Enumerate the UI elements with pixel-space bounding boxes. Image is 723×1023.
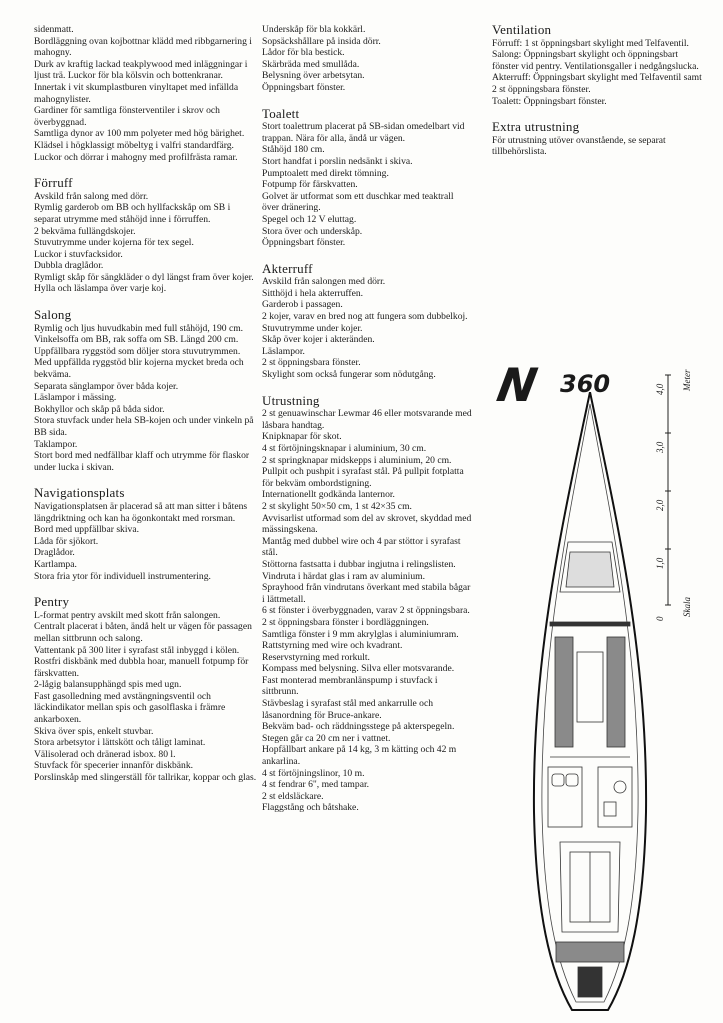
logo-letter: N <box>493 358 540 412</box>
akterruff-heading: Akterruff <box>262 260 313 276</box>
scale-ruler <box>660 365 700 625</box>
navigationsplats-heading: Navigationsplats <box>34 485 125 501</box>
scale-tick-0: 0 <box>655 616 665 621</box>
scale-tick-3: 3,0 <box>655 441 665 453</box>
cockpit <box>560 842 620 932</box>
scale-tick-4: 4,0 <box>655 383 665 395</box>
extra-utrustning-heading: Extra utrustning <box>492 119 580 135</box>
column-1 <box>34 24 258 784</box>
column-3 <box>492 24 702 158</box>
salon <box>550 622 630 757</box>
pentry-heading: Pentry <box>34 594 70 610</box>
scale-tick-1: 1,0 <box>655 557 665 569</box>
deck-plan-drawing <box>530 392 650 1012</box>
forruff-heading: Förruff <box>34 175 73 191</box>
navigationsplats-text: Navigationsplatsen är placerad så att man sitter i båtens längdriktning och kan ha ögonkontakt med rorsman. Bord med uppfällbar skiva. Låda för sjökort. Draglådor. Kartlampa. Stora fria ytor för individuell instrumentering. <box>34 500 248 582</box>
utrustning-text: 2 st genuawinschar Lewmar 46 eller motsvarande med låsbara handtag. Knipknapar för skot. 4 st förtöjningsknapar i aluminium, 30 cm. 2 st springknapar midskepps i aluminium, 20 cm. Pullpit och pushpit i syrafast stål. På pullpit fotplatta för bekväm ombordstigning. Internationellt godkända lanternor. 2 st skylight 50×50 cm, 1 st 42×35 cm. Avvisarlist utformad som del av skrovet, skyddad med mässingskena. Mantåg med dubbel wire och 4 par stöttor i syrafast stål. Stöttorna fastsatta i dubbar ingjutna i relingslisten. Vindruta i härdat glas i ram av aluminium. Sprayhood från vindrutans överkant med stabila bågar i lättmetall. 6 st fönster i överbyggnaden, varav 2 st öppningsbara. 2 st öppningsbara fönster i bordläggningen. Samtliga fönster i 9 mm akrylglas i aluminiumram. Rattstyrning med wire och kvadrant. Reservstyrning med rorkult. Kompass med belysning. Silva eller motsvarande. Fast monterad membranlänspump i stuvfack i sittbrunn. Stävbeslag i syrafast stål med ankarrulle och låsanordning för Bruce-ankare. Bekväm bad- och räddningsstege på akterspegeln. Stegen går ca 20 cm ner i vattnet. Hopfällbart ankare på 14 kg, 3 m kätting och 42 m ankarlina. 4 st förtöjningslinor, 10 m. 4 st fendrar 6", med tampar. 2 st eldsläckare. Flaggstång och båtshake. <box>262 408 472 814</box>
ventilation-text: Förruff: 1 st öppningsbart skylight med Telfaventil. Salong: Öppningsbart skylight och öppningsbart fönster vid pentry. Ventilationsgaller i nedgångslucka. Akterruff: Öppningsbart skylight med Telfaventil samt 2 st öppningsbara fönster. Toalett: Öppningsbart fönster. <box>492 37 702 107</box>
scale-unit: Meter <box>682 369 692 391</box>
scale-label: Skala <box>682 597 692 617</box>
salong-text: Rymlig och ljus huvudkabin med full ståhöjd, 190 cm. Vinkelsoffa om BB, rak soffa om SB. Längd 200 cm. Uppfällbara ryggstöd som döljer stora stuvutrymmen. Med uppfällda ryggstöd blir kojerna mycket breda och bekväma. Separata sänglampor över båda kojer. Läslampor i mässing. Bokhyllor och skåp på båda sidor. Stora stuvfack under hela SB-kojen och under vinkeln på BB sida. Taklampor. Stort bord med nedfällbar klaff och utrymme för flaskor under lucka i skivan. <box>34 322 254 473</box>
forward-cabin <box>560 542 620 592</box>
toalett-heading: Toalett <box>262 105 300 121</box>
utrustning-heading: Utrustning <box>262 392 320 408</box>
forruff-text: Avskild från salong med dörr. Rymlig garderob om BB och hyllfackskåp om SB i separat utrymme med ståhöjd inne i förruffen. 2 bekväma fullängdskojer. Stuvutrymme under kojerna för tex segel. Luckor i stuvfacksidor. Dubbla draglådor. Rymligt skåp för sängkläder o dyl längst fram över kojer. Hylla och läslampa över varje koj. <box>34 190 254 295</box>
pentry-text: L-format pentry avskilt med skott från salongen. Centralt placerat i båten, ändå helt ur vägen för passagen mellan sittbrunn och salong. Vattentank på 300 liter i syrafast stål inbyggd i kölen. Rostfri diskbänk med dubbla hoar, manuell fotpump för färskvatten. 2-lågig balansupphängd spis med ugn. Fast gasolledning med avstängningsventil och läckindikator mellan spis och gasolflaska i främre ankarboxen. Skiva över spis, enkelt stuvbar. Stora arbetsytor i lättskött och tåligt laminat. Välisolerad och dränerad isbox. 80 l. Stuvfack för specerier innanför diskbänk. Porslinskåp med slingerställ för tallrikar, koppar och glas. <box>34 609 257 784</box>
intro-text: sidenmatt. Bordläggning ovan kojbottnar klädd med ribbgarnering i mahogny. Durk av kraftig lackad teakplywood med inläggningar i ljust trä. Luckor för bla kölsvin och bottenkranar. Innertak i vit skumplastburen vinyltapet med infällda mahognylister. Gardiner för samtliga fönsterventiler i skrov och överbyggnad. Samtliga dynor av 100 mm polyeter med hög bärighet. Klädsel i högklassigt möbeltyg i valfri standardfärg. Luckor och dörrar i mahogny med profilfrästa ramar. <box>34 24 252 163</box>
ventilation-heading: Ventilation <box>492 22 552 37</box>
salong-heading: Salong <box>34 307 72 323</box>
akterruff-text: Avskild från salongen med dörr. Sitthöjd i hela akterruffen. Garderob i passagen. 2 kojer, varav en bred nog att fungera som dubbelkoj. Stuvutrymme under kojer. Skåp över kojer i akteränden. Läslampor. 2 st öppningsbara fönster. Skylight som också fungerar som nödutgång. <box>262 276 468 381</box>
meter-scale <box>655 365 700 625</box>
galley-and-toilet <box>548 767 632 827</box>
extra-utrustning-text: För utrustning utöver ovanstående, se separat tillbehörslista. <box>492 134 666 158</box>
aft-cabin <box>556 942 624 997</box>
scale-tick-2: 2,0 <box>655 499 665 511</box>
pentry-continued-text: Underskåp för bla kokkärl. Sopsäckshållare på insida dörr. Lådor för bla bestick. Skärbräda med smullåda. Belysning över arbetsytan. Öppningsbart fönster. <box>262 24 381 93</box>
logo-number: 360 <box>560 370 611 398</box>
column-2 <box>262 24 472 814</box>
toalett-text: Stort toalettrum placerat på SB-sidan omedelbart vid trappan. Nära för alla, ändå ur vägen. Ståhöjd 180 cm. Stort handfat i porslin nedsänkt i skiva. Pumptoalett med direkt tömning. Fotpump för färskvatten. Golvet är utformat som ett duschkar med teaktrall över dränering. Spegel och 12 V eluttag. Stora över och underskåp. Öppningsbart fönster. <box>262 121 465 249</box>
